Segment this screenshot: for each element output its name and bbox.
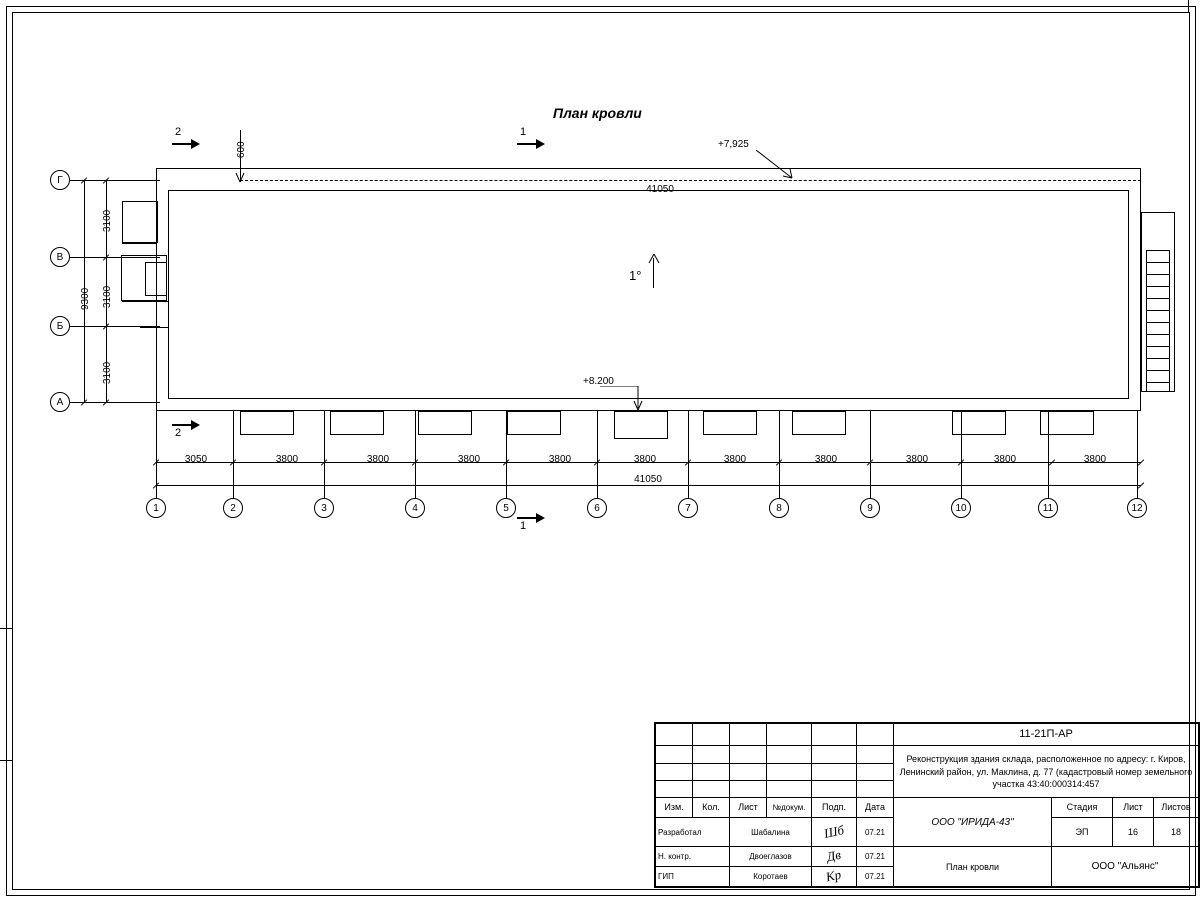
section-mark-2-top-arrow (190, 138, 202, 150)
client-name: ООО "Альянс" (1052, 847, 1199, 887)
right-detail-hatch-5 (1146, 310, 1170, 311)
right-detail-hatch-10 (1146, 370, 1170, 371)
axis-ext-10 (961, 411, 962, 503)
fold-mark-left-1 (0, 628, 12, 629)
elevation-top-label: +7,925 (718, 139, 749, 150)
detail-block-1 (122, 201, 158, 243)
detail-block-3 (145, 262, 167, 296)
col-header-data: Дата (857, 798, 894, 818)
elevation-bottom-label: +8.200 (583, 376, 614, 387)
row-role-developer: Разработал (656, 817, 730, 847)
axis-circle-1: 1 (146, 498, 166, 518)
hdim-total-41050: 41050 (634, 474, 662, 485)
detail-line-left-h1 (122, 243, 156, 244)
hdim-3800-8: 3800 (905, 454, 929, 465)
row-date-ncontrol: 07.21 (857, 847, 894, 867)
bottom-block-7 (792, 411, 846, 435)
col-header-izm: Изм. (656, 798, 693, 818)
slope-label: 1° (629, 268, 642, 283)
project-code: 11-21П-АР (894, 724, 1199, 746)
axis-circle-4: 4 (405, 498, 425, 518)
bottom-block-4 (507, 411, 561, 435)
hdim-3800-3: 3800 (457, 454, 481, 465)
hdim-3800-7: 3800 (814, 454, 838, 465)
vdim-total-9300: 9300 (80, 287, 91, 310)
ridge-dashed-line (240, 180, 1141, 181)
axis-circle-10: 10 (951, 498, 971, 518)
section-mark-2-bottom-arrow (190, 419, 202, 431)
axis-ext-7 (688, 411, 689, 503)
row-name-ncontrol: Двоеглазов (730, 847, 812, 867)
sheet-header: Лист (1113, 798, 1154, 818)
axis-circle-v: В (50, 247, 70, 267)
roof-inner-outline (168, 190, 1129, 399)
fold-mark-top-right (1188, 0, 1189, 12)
section-mark-2-bottom: 2 (175, 427, 182, 439)
right-detail-hatch-2 (1146, 274, 1170, 275)
project-description: Реконструкция здания склада, расположенное по адресу: г. Киров, Ленинский район, ул. Маклина, д. 77 (кадастровый номер земельного участка 43:40:000314:457 (894, 746, 1199, 798)
axis-ext-12 (1137, 411, 1138, 503)
signature-glyph-ncontrol: Дв (825, 847, 843, 865)
row-role-gip: ГИП (656, 867, 730, 887)
bottom-block-5 (614, 411, 668, 439)
hdim-total-line (156, 485, 1141, 486)
sheet-title: План кровли (894, 847, 1052, 887)
signature-glyph-gip: Кр (824, 866, 843, 885)
right-detail-hatch-4 (1146, 298, 1170, 299)
bottom-block-1 (240, 411, 294, 435)
axis-ext-6 (597, 411, 598, 503)
vdim-3100-2: 3100 (102, 285, 113, 308)
axis-circle-b: Б (50, 316, 70, 336)
axis-circle-12: 12 (1127, 498, 1147, 518)
right-detail-hatch-7 (1146, 334, 1170, 335)
stage-header: Стадия (1052, 798, 1113, 818)
right-detail-hatch-9 (1146, 358, 1170, 359)
axis-circle-6: 6 (587, 498, 607, 518)
elevation-bottom-leader (600, 386, 644, 412)
organization: ООО "ИРИДА-43" (894, 798, 1052, 847)
row-date-gip: 07.21 (857, 867, 894, 887)
title-block (654, 722, 1200, 888)
hdim-3800-10: 3800 (1083, 454, 1107, 465)
axis-circle-2: 2 (223, 498, 243, 518)
detail-line-left-vert (156, 243, 157, 255)
hdim-3800-4: 3800 (548, 454, 572, 465)
elevation-top-leader (756, 150, 804, 184)
col-header-podp: Подп. (812, 798, 857, 818)
hdim-3800-6: 3800 (723, 454, 747, 465)
row-date-developer: 07.21 (857, 817, 894, 847)
stage-value: ЭП (1052, 817, 1113, 847)
axis-ext-5 (506, 411, 507, 503)
axis-circle-7: 7 (678, 498, 698, 518)
axis-circle-5: 5 (496, 498, 516, 518)
col-header-kol: Кол. (693, 798, 730, 818)
vdim-3100-1: 3100 (102, 209, 113, 232)
axis-ext-4 (415, 411, 416, 503)
right-detail-hatch-11 (1146, 382, 1170, 383)
section-mark-1-top: 1 (520, 126, 527, 138)
sheets-header: Листов (1154, 798, 1199, 818)
row-signature-gip (812, 867, 857, 887)
section-mark-2-top: 2 (175, 126, 182, 138)
right-detail-hatch-3 (1146, 286, 1170, 287)
axis-ext-2 (233, 411, 234, 503)
axis-ext-8 (779, 411, 780, 503)
axis-ext-11 (1048, 411, 1049, 503)
axis-circle-a: А (50, 392, 70, 412)
sheet-value: 16 (1113, 817, 1154, 847)
row-name-gip: Коротаев (730, 867, 812, 887)
hdim-3800-1: 3800 (275, 454, 299, 465)
right-detail-hatch-6 (1146, 322, 1170, 323)
col-header-list: Лист (730, 798, 767, 818)
axis-ext-3 (324, 411, 325, 503)
col-header-ndok: №докум. (767, 798, 812, 818)
hdim-3800-2: 3800 (366, 454, 390, 465)
axis-circle-9: 9 (860, 498, 880, 518)
axis-circle-3: 3 (314, 498, 334, 518)
axis-circle-8: 8 (769, 498, 789, 518)
overall-top-dimension: 41050 (646, 184, 674, 195)
plan-title: План кровли (553, 105, 642, 121)
axis-ext-1 (156, 411, 157, 503)
row-signature-ncontrol (812, 847, 857, 867)
bottom-block-2 (330, 411, 384, 435)
axis-ext-9 (870, 411, 871, 503)
axis-circle-g: Г (50, 170, 70, 190)
row-signature-developer (812, 817, 857, 847)
vdim-3100-3: 3100 (102, 361, 113, 384)
row-role-ncontrol: Н. контр. (656, 847, 730, 867)
right-detail-hatch-8 (1146, 346, 1170, 347)
section-mark-1-bottom-arrow (535, 512, 547, 524)
sheets-value: 18 (1154, 817, 1199, 847)
hdim-3800-5: 3800 (633, 454, 657, 465)
slope-arrow-head (648, 254, 660, 264)
section-mark-1-bottom: 1 (520, 520, 527, 532)
bottom-block-3 (418, 411, 472, 435)
fold-mark-left-2 (0, 760, 12, 761)
signature-glyph-developer: Шб (822, 821, 846, 841)
offset-dim-arrow (232, 172, 248, 184)
bottom-block-6 (703, 411, 757, 435)
axis-circle-11: 11 (1038, 498, 1058, 518)
detail-line-left-h3 (140, 327, 168, 328)
offset-dimension: 600 (236, 141, 247, 158)
row-name-developer: Шабалина (730, 817, 812, 847)
right-detail-hatch-1 (1146, 262, 1170, 263)
detail-line-left-h2 (122, 301, 168, 302)
hdim-3050: 3050 (184, 454, 208, 465)
section-mark-1-top-arrow (535, 138, 547, 150)
hdim-3800-9: 3800 (993, 454, 1017, 465)
